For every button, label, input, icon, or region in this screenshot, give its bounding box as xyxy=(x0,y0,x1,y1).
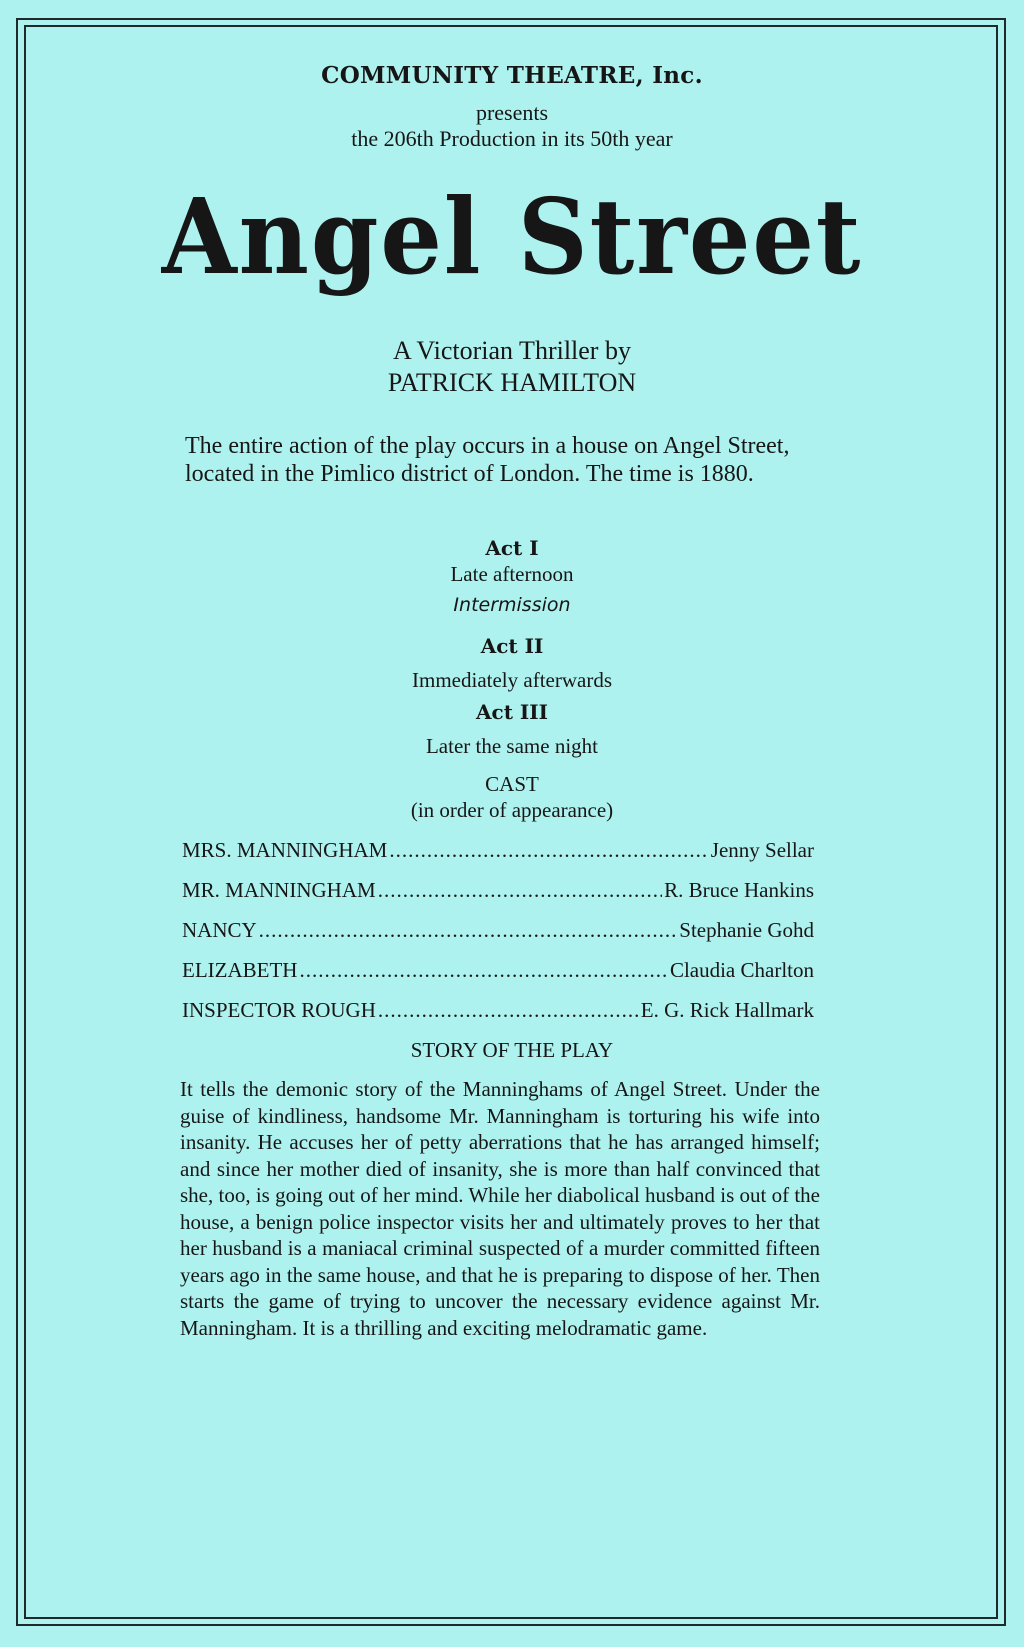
cast-actor: Jenny Sellar xyxy=(710,838,814,862)
cast-actor: Stephanie Gohd xyxy=(679,918,814,942)
dot-leader xyxy=(378,878,662,903)
story-text: It tells the demonic story of the Manninghams of Angel Street. Under the guise of kindliness, handsome Mr. Manningham is torturing his wife into insanity. He accuses her of petty aberrations that he has arranged himself; and since her mother died of insanity, she is more than half convinced that she, too, is going out of her mind. While her diabolical husband is out of the house, a benign police inspector visits her and ultimately proves to her that her husband is a maniacal criminal suspected of a murder committed fifteen years ago in the same house, and that he is preparing to dispose of her. Then starts the game of trying to uncover the necessary evidence against Mr. Manningham. It is a thrilling and exciting melodramatic game. xyxy=(180,1077,821,1340)
act-3-title: Act III xyxy=(476,700,548,724)
act-2-title: Act II xyxy=(480,634,544,658)
cast-row xyxy=(182,878,814,903)
cast-row xyxy=(182,998,814,1023)
cast-row xyxy=(182,838,814,863)
play-author: PATRICK HAMILTON xyxy=(387,368,637,397)
act-3-description: Later the same night xyxy=(425,734,599,758)
cast-row xyxy=(182,918,814,943)
play-subtitle: A Victorian Thriller by xyxy=(393,336,631,365)
dot-leader xyxy=(378,998,639,1023)
story-heading: STORY OF THE PLAY xyxy=(410,1038,614,1062)
presents-line: presents xyxy=(475,100,549,125)
production-line: the 206th Production in its 50th year xyxy=(351,126,673,151)
cast-role: INSPECTOR ROUGH xyxy=(182,998,376,1022)
cast-heading: CAST xyxy=(485,772,539,796)
company-name: COMMUNITY THEATRE, Inc. xyxy=(321,62,703,89)
dot-leader xyxy=(389,838,708,863)
dot-leader xyxy=(259,918,678,943)
cast-role: MR. MANNINGHAM xyxy=(182,878,376,902)
intermission-label: Intermission xyxy=(453,594,571,616)
cast-role: MRS. MANNINGHAM xyxy=(182,838,388,862)
cast-role: NANCY xyxy=(182,918,257,942)
act-1-description: Late afternoon xyxy=(450,562,574,586)
act-1-title: Act I xyxy=(485,536,539,560)
cast-actor: E. G. Rick Hallmark xyxy=(640,998,814,1022)
setting-description: The entire action of the play occurs in a house on Angel Street, located in the Pimlico district of London. The time is 1880. xyxy=(185,433,790,487)
dot-leader xyxy=(299,958,667,983)
cast-row xyxy=(182,958,814,983)
cast-role: ELIZABETH xyxy=(182,958,298,982)
act-2-description: Immediately afterwards xyxy=(412,668,612,692)
cast-actor: R. Bruce Hankins xyxy=(664,878,814,902)
cast-subheading: (in order of appearance) xyxy=(410,798,614,822)
play-title: Angel Street xyxy=(161,175,863,298)
cast-actor: Claudia Charlton xyxy=(669,958,814,982)
